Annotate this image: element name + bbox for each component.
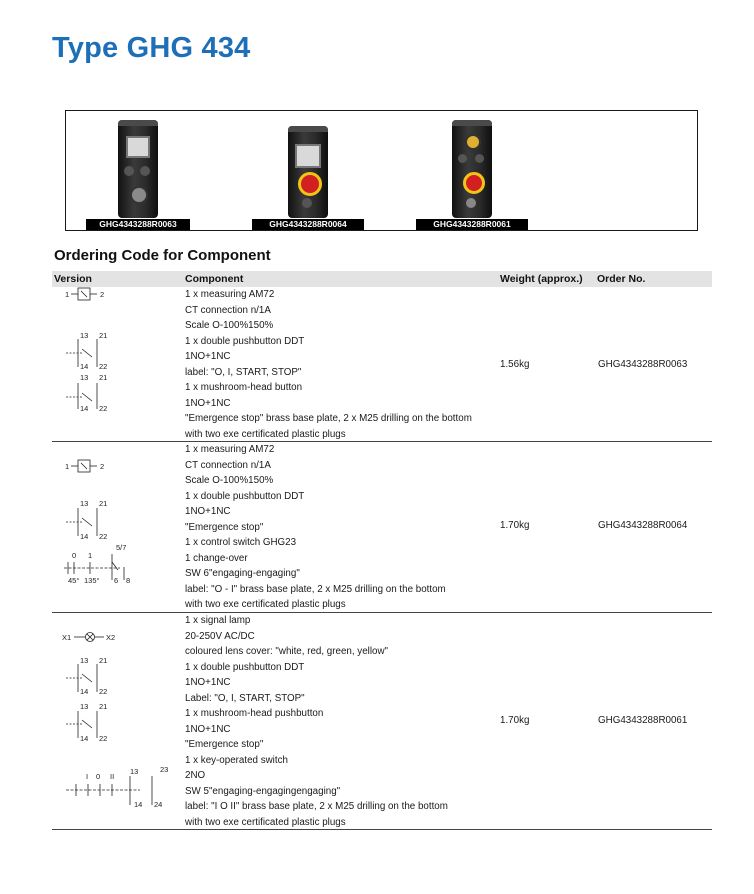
component-line: label: "O - I" brass base plate, 2 x M25 drilling on the bottom <box>185 583 446 595</box>
svg-text:X2: X2 <box>106 633 116 642</box>
svg-text:22: 22 <box>99 687 108 696</box>
col-header-version: Version <box>54 273 92 285</box>
col-header-component: Component <box>185 273 244 285</box>
svg-text:24: 24 <box>154 800 163 809</box>
component-line: SW 6"engaging-engaging" <box>185 568 300 579</box>
table-row <box>52 442 712 613</box>
component-line: SW 5"engaging-engagingengaging" <box>185 785 341 797</box>
circuit-symbol-3 <box>52 613 182 830</box>
circuit-symbol-2 <box>52 442 182 613</box>
svg-text:1: 1 <box>65 462 70 471</box>
svg-text:5/7: 5/7 <box>116 543 127 552</box>
svg-text:13: 13 <box>80 702 89 711</box>
component-line: Scale O-100%150% <box>185 475 274 486</box>
svg-text:21: 21 <box>99 331 108 340</box>
component-line: 1NO+1NC <box>185 723 231 735</box>
svg-text:0: 0 <box>72 551 77 560</box>
component-line: "Emergence stop" brass base plate, 2 x M25 drilling on the bottom <box>185 413 472 424</box>
table-header <box>52 271 712 287</box>
svg-text:21: 21 <box>99 702 108 711</box>
component-line: 1NO+1NC <box>185 351 231 362</box>
component-line: 1 x measuring AM72 <box>185 289 275 300</box>
component-line: 1 x mushroom-head pushbutton <box>185 708 324 719</box>
svg-text:21: 21 <box>99 499 108 508</box>
svg-text:21: 21 <box>99 656 108 665</box>
svg-text:II: II <box>110 772 115 781</box>
svg-text:45°: 45° <box>68 576 80 585</box>
svg-text:22: 22 <box>99 734 108 743</box>
svg-text:8: 8 <box>126 576 131 585</box>
component-line: 20-250V AC/DC <box>185 630 255 642</box>
component-line: 1NO+1NC <box>185 677 231 688</box>
weight-value: 1.70kg <box>500 715 530 726</box>
component-line: 1 x control switch GHG23 <box>185 537 297 548</box>
svg-text:22: 22 <box>99 532 108 541</box>
svg-text:14: 14 <box>80 404 89 413</box>
component-line: Label: "O, I, START, STOP" <box>185 692 305 704</box>
col-header-order-no: Order No. <box>597 273 646 285</box>
svg-text:X1: X1 <box>62 633 72 642</box>
component-line: 1 x key-operated switch <box>185 754 288 766</box>
component-line: 1 x double pushbutton DDT <box>185 661 305 673</box>
svg-text:13: 13 <box>130 767 139 776</box>
svg-text:14: 14 <box>80 362 89 371</box>
svg-text:21: 21 <box>99 373 108 382</box>
svg-text:14: 14 <box>80 734 89 743</box>
circuit-symbol-1 <box>52 287 182 442</box>
svg-text:1: 1 <box>65 290 70 299</box>
component-line: "Emergence stop" <box>185 739 264 750</box>
component-line: 1 x signal lamp <box>185 615 251 626</box>
svg-text:2: 2 <box>100 462 105 471</box>
component-line: label: "O, I, START, STOP" <box>185 366 302 378</box>
svg-text:23: 23 <box>160 765 169 774</box>
page-title: Type GHG 434 <box>52 32 251 64</box>
section-heading: Ordering Code for Component <box>54 247 271 264</box>
product-caption-1: GHG4343288R0063 <box>86 219 190 230</box>
component-line: 1NO+1NC <box>185 397 231 409</box>
component-line: 1 x measuring AM72 <box>185 444 275 455</box>
svg-text:22: 22 <box>99 362 108 371</box>
component-line: 2NO <box>185 770 206 781</box>
component-line: 1 change-over <box>185 552 248 564</box>
component-line: 1 x double pushbutton DDT <box>185 490 305 502</box>
product-caption-2: GHG4343288R0064 <box>252 219 364 230</box>
svg-text:14: 14 <box>134 800 143 809</box>
component-line: 1NO+1NC <box>185 506 231 517</box>
svg-text:14: 14 <box>80 532 89 541</box>
component-line: label: "I O II" brass base plate, 2 x M25 drilling on the bottom <box>185 801 448 812</box>
component-line: with two exe certificated plastic plugs <box>185 599 346 610</box>
col-header-weight: Weight (approx.) <box>500 273 583 285</box>
component-line: CT connection n/1A <box>185 459 271 471</box>
row-divider <box>52 829 712 830</box>
svg-text:13: 13 <box>80 331 89 340</box>
component-description <box>185 287 495 442</box>
component-line: with two exe certificated plastic plugs <box>185 428 346 440</box>
component-line: CT connection n/1A <box>185 304 271 316</box>
product-photo-strip <box>65 110 698 231</box>
svg-text:13: 13 <box>80 373 89 382</box>
weight-value: 1.70kg <box>500 520 530 531</box>
svg-text:135°: 135° <box>84 576 100 585</box>
order-number: GHG4343288R0063 <box>598 359 688 370</box>
order-number: GHG4343288R0064 <box>598 520 688 531</box>
svg-text:1: 1 <box>88 551 93 560</box>
svg-text:I: I <box>86 772 89 781</box>
svg-text:6: 6 <box>114 576 119 585</box>
component-line: coloured lens cover: "white, red, green, yellow" <box>185 646 388 657</box>
component-line: Scale O-100%150% <box>185 320 274 331</box>
component-line: 1 x mushroom-head button <box>185 382 303 393</box>
svg-text:22: 22 <box>99 404 108 413</box>
component-line: 1 x double pushbutton DDT <box>185 335 305 347</box>
svg-text:14: 14 <box>80 687 89 696</box>
svg-text:2: 2 <box>100 290 105 299</box>
svg-text:13: 13 <box>80 499 89 508</box>
product-caption-3: GHG4343288R0061 <box>416 219 528 230</box>
table-row <box>52 287 712 442</box>
weight-value: 1.56kg <box>500 359 530 370</box>
table-row <box>52 613 712 830</box>
component-line: "Emergence stop" <box>185 521 264 533</box>
component-description <box>185 613 495 830</box>
svg-text:0: 0 <box>96 772 101 781</box>
component-line: with two exe certificated plastic plugs <box>185 816 346 828</box>
svg-text:13: 13 <box>80 656 89 665</box>
component-description <box>185 442 495 613</box>
order-number: GHG4343288R0061 <box>598 715 688 726</box>
